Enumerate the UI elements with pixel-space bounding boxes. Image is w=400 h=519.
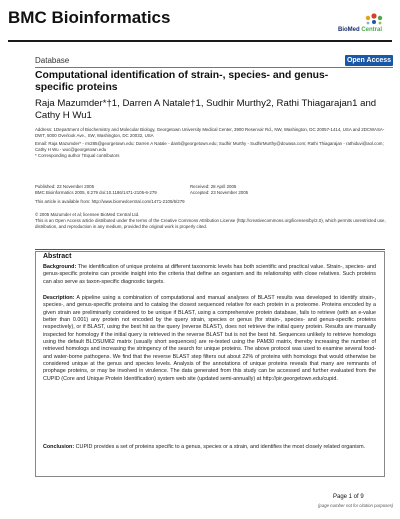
dates-info [190,184,350,196]
author-list: Raja Mazumder*†1, Darren A Natale†1, Sudhir Murthy2, Rathi Thiagarajan1 and Cathy H Wu1 [35,98,377,121]
conclusion-text: CUPID provides a set of proteins specific to a genus, species or a strain, and identifies the most closely related organism. [74,444,366,450]
background-text: The identification of unique proteins at different taxonomic levels has both scientific and practical value. Strain-, species- and genus-specific proteins can provide insight into the criteria that define an organism and its relationship with close relatives. Such proteins can also serve as taxon-specific diagnostic targets. [43,264,376,285]
publisher-logo [338,10,394,36]
page-number: Page 1 of 9 [333,494,364,500]
open-access-badge: Open Access [346,57,392,64]
background-label: Background: [43,264,77,270]
abstract-conclusion [43,444,376,451]
article-title: Computational identification of strain-, species- and genus-specific proteins [35,70,329,93]
journal-title: BMC Bioinformatics [8,8,171,27]
conclusion-label: Conclusion: [43,444,75,450]
header-rule [8,40,392,42]
logo-text: BioMed Central [338,27,383,33]
section-label: Database [35,56,70,65]
license-text: This is an Open Access article distributed under the terms of the Creative Commons Attribution License (http://creativecommons.org/licenses/by/2.0), which permits unrestricted use, distribution, and reproduction in any medium, provided the original work is properly cited. [35,218,386,229]
biomed-central-logo-icon [338,10,394,28]
description-text: A pipeline using a combination of computational and manual analyses of BLAST results was developed to identify strain-, species-, and genus-specific proteins and to catalog the closest sequenced relative for each protein in a proteome. Proteins encoded by a given strain are preliminarily considered to be unique if BLAST, using a comprehensive protein database, fails to retrieve (with an e-value better than 0.001) any protein not encoded by the query strain, species or genus (for strain-, species- and genus-specific proteins respectively), or if BLAST, using the best hit as the query (reverse BLAST), does not retrieve the initial query protein. Results are manually inspected for homology if the initial query is retrieved in the reverse BLAST but is not the best hit. Sequences unlikely to retrieve homologs using the default BLOSUM62 matrix (usually short sequences) are re-tested using the PAM30 matrix, thereby increasing the number of retrieved homologs and increasing the stringency of the search for unique proteins. The above protocol was used to examine several food- and water-borne pathogens. We find that the reverse BLAST step filters out about 22% of proteins with homologs that would otherwise be considered unique at the genus and species levels. Analysis of the annotations of unique proteins reveals that many are remnants of prophage proteins, or may be involved in virulence. The data generated from this study can be accessed and further evaluated from the CUPID (Core and Unique Protein Identification) system web site (updated semi-annually) at http://pir.georgetown.edu/cupid. [43,295,376,382]
copyright-notice: © 2005 Mazumder et al; licensee BioMed Central Ltd. [35,212,140,217]
description-label: Description: [43,295,75,301]
abstract-top-rule [35,249,385,250]
page-note: (page number not for citation purposes) [318,503,394,508]
author-emails: Email: Raja Mazumder* - rm285@georgetown.edu; Darren A Natale - dan5@georgetown.edu; Sudhir Murthy - SudhirMurthy@dcwasa.com; Rathi Thiagarajan - rathiduvi@aol.com; Cathy H Wu - wuc@georgetown.edu [35,141,384,152]
abstract-background [43,264,376,286]
citation: BMC Bioinformatics 2005, 6:279 doi:10.1186/1471-2105-6-279 [35,189,157,195]
abstract-description [43,295,376,383]
received-date: Received: 28 April 2005 [190,184,237,189]
article-url[interactable]: This article is available from: http://www.biomedcentral.com/1471-2105/6/279 [35,199,185,204]
published-date: Published: 23 November 2005 [35,184,95,189]
abstract-heading: Abstract [43,253,72,260]
author-address: Address: 1Department of Biochemistry and Molecular Biology, Georgetown University Medical Center, 3900 Reservoir Rd., NW, Washington, DC 20057-1414, USA and 2DCWASA-DWT, 5000 Overlook Ave., SW, Washington, DC 20032, USA [35,127,385,138]
accepted-date: Accepted: 23 November 2005 [190,189,249,195]
publication-info [35,184,195,196]
correspondence-note: * Corresponding author †Equal contributors [35,153,120,158]
divider [35,67,393,68]
